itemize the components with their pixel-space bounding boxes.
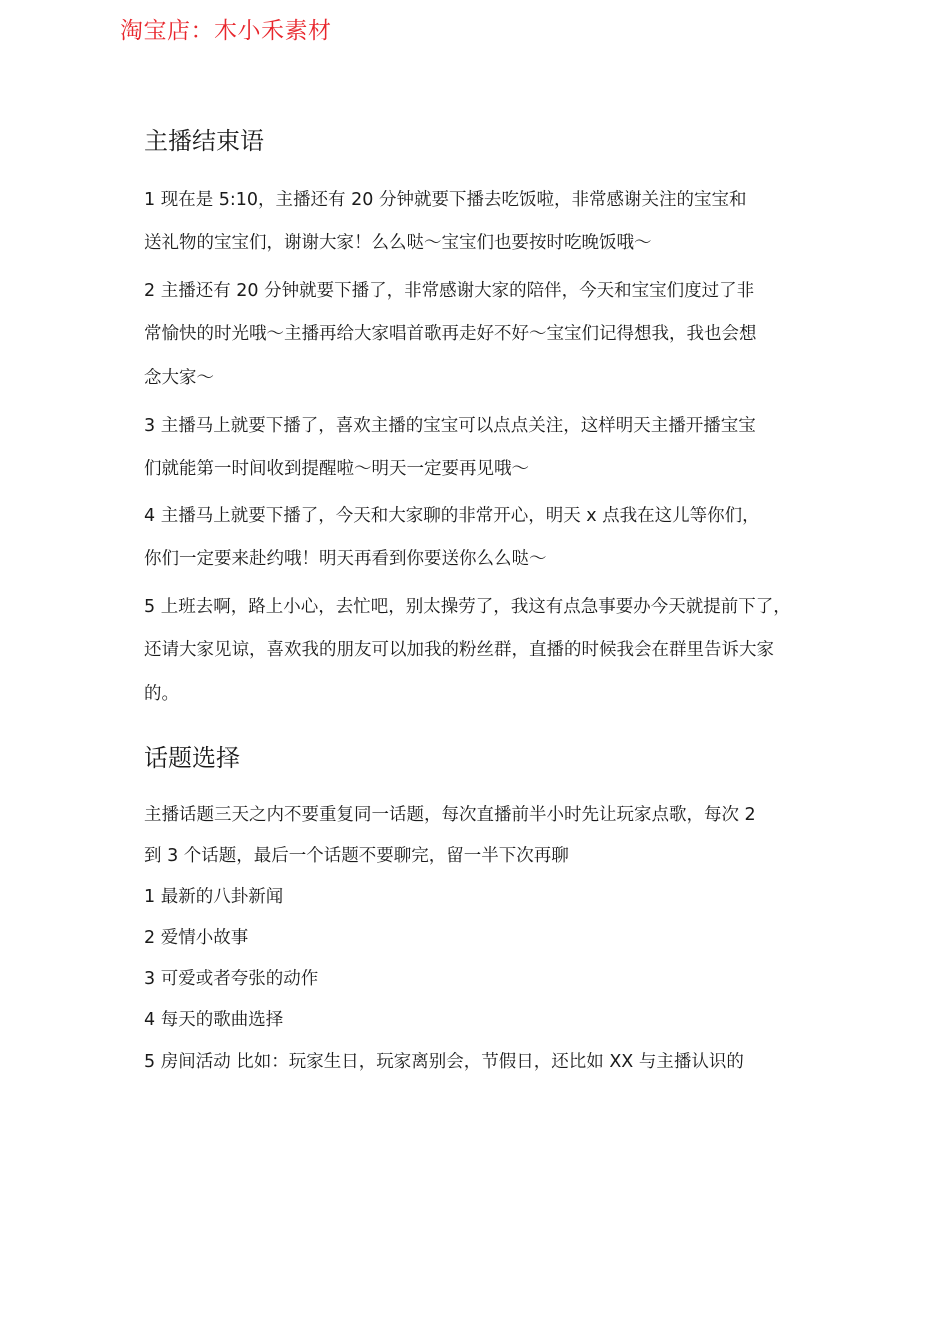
- closing-item-2-line-2: 常愉快的时光哦～主播再给大家唱首歌再走好不好～宝宝们记得想我，我也会想: [144, 324, 757, 344]
- topic-item-5: 5 房间活动 比如：玩家生日，玩家离别会，节假日，还比如 XX 与主播认识的: [144, 1052, 744, 1072]
- section-title-topics: 话题选择: [144, 744, 240, 772]
- closing-item-5-line-3: 的。: [144, 684, 179, 704]
- section-title-closing: 主播结束语: [144, 127, 264, 155]
- closing-item-5-line-2: 还请大家见谅，喜欢我的朋友可以加我的粉丝群，直播的时候我会在群里告诉大家: [144, 640, 774, 660]
- topic-item-2: 2 爱情小故事: [144, 928, 249, 948]
- closing-item-4-line-1: 4 主播马上就要下播了，今天和大家聊的非常开心，明天 x 点我在这儿等你们，: [144, 506, 760, 526]
- topics-intro-line-1: 主播话题三天之内不要重复同一话题，每次直播前半小时先让玩家点歌，每次 2: [144, 805, 756, 825]
- closing-item-5-line-1: 5 上班去啊，路上小心，去忙吧，别太操劳了，我这有点急事要办今天就提前下了，: [144, 597, 791, 617]
- closing-item-4-line-2: 你们一定要来赴约哦！明天再看到你要送你么么哒～: [144, 549, 547, 569]
- closing-item-1-line-1: 1 现在是 5:10，主播还有 20 分钟就要下播去吃饭啦，非常感谢关注的宝宝和: [144, 190, 747, 210]
- closing-item-3-line-1: 3 主播马上就要下播了，喜欢主播的宝宝可以点点关注，这样明天主播开播宝宝: [144, 416, 756, 436]
- closing-item-2-line-3: 念大家～: [144, 368, 214, 388]
- closing-item-2-line-1: 2 主播还有 20 分钟就要下播了，非常感谢大家的陪伴，今天和宝宝们度过了非: [144, 281, 755, 301]
- topic-item-4: 4 每天的歌曲选择: [144, 1010, 284, 1030]
- topics-intro-line-2: 到 3 个话题，最后一个话题不要聊完，留一半下次再聊: [144, 846, 569, 866]
- topic-item-1: 1 最新的八卦新闻: [144, 887, 284, 907]
- topic-item-3: 3 可爱或者夸张的动作: [144, 969, 319, 989]
- closing-item-3-line-2: 们就能第一时间收到提醒啦～明天一定要再见哦～: [144, 459, 529, 479]
- shop-header: 淘宝店：木小禾素材: [120, 18, 332, 44]
- closing-item-1-line-2: 送礼物的宝宝们，谢谢大家！么么哒～宝宝们也要按时吃晚饭哦～: [144, 233, 652, 253]
